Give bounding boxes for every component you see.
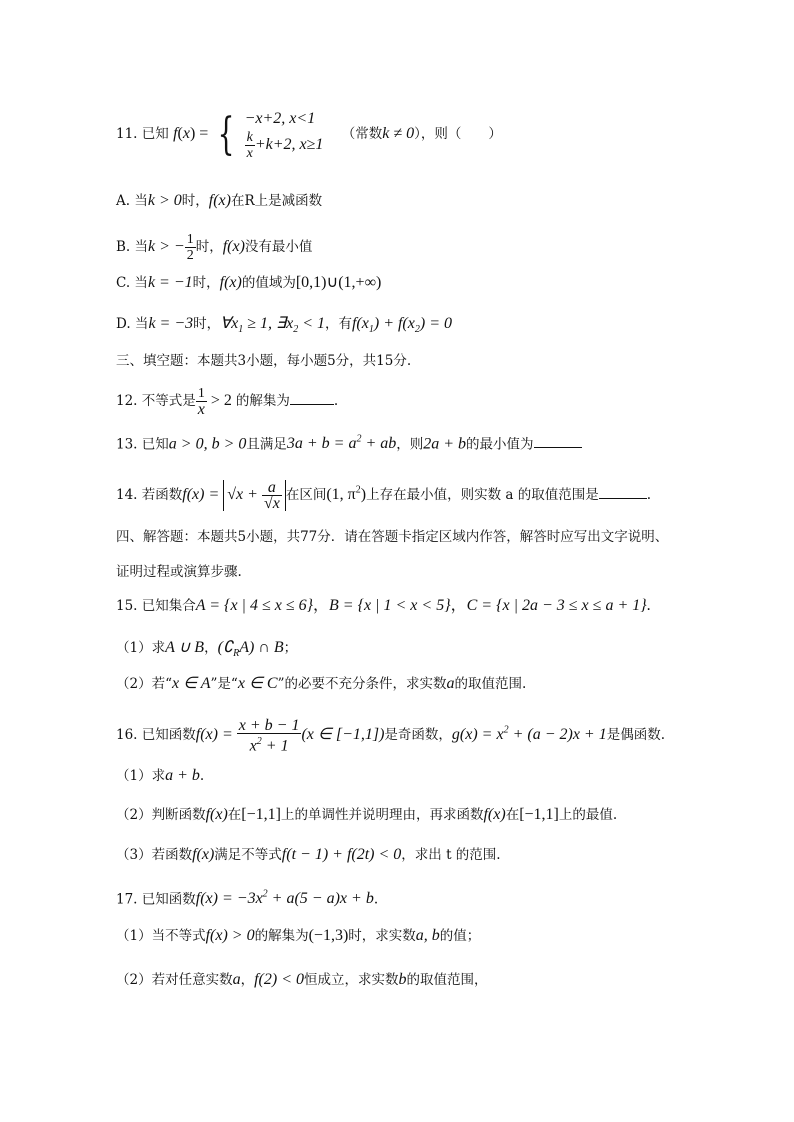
q16-part1: （1）求a + b. [116, 767, 205, 784]
q17-stem: 17. 已知函数$f(x) = -3x^2 + a(5 - a)x + b$. [116, 889, 379, 908]
q11-option-c: C. 当k = −1时，f(x)的值域为[0,1)∪(1,+∞) [116, 274, 382, 291]
q17-part2: （2）若对任意实数a，f(2) < 0恒成立，求实数b的取值范围， [116, 971, 488, 988]
q16-stem: 16. 已知函数f(x) = $\frac{x + b - 1}{x^2 + 1}$ (x ∈ [−1,1])是奇函数，$g(x) = x^2 + (a - 2)x + 1$是偶函数. [116, 717, 666, 755]
answer-blank[interactable] [534, 433, 582, 448]
q13: 13. 已知a > 0, b > 0且满足$3a + b = a^2$ + ab，则2a + b的最小值为 [116, 430, 734, 454]
answer-blank[interactable] [599, 484, 647, 499]
q15-part1: （1）求A ∪ B，$(∁_RA)$ ∩ B； [116, 639, 298, 660]
answer-blank[interactable] [290, 390, 334, 405]
q15-part2: （2）若“x ∈ A”是“x ∈ C”的必要不充分条件，求实数a的取值范围. [116, 675, 527, 692]
q15-stem: 15. 已知集合A = {x | 4 ≤ x ≤ 6}，B = {x | 1 < x < 5}，C = {x | 2a − 3 ≤ x ≤ a + 1}. [116, 597, 651, 614]
q11-option-d: D. 当k = −3时，$\forall x_1 \ge 1$, $\exists x_2 < 1$，有$f(x_1) + f(x_2) = 0$ [116, 315, 452, 336]
piecewise-cases: −x+2, x<1 $\frac{k}{x}$ +k+2, x≥1 [244, 110, 324, 161]
fraction-k-over-x: $\frac{k}{x}$ [246, 130, 253, 161]
q11-option-b: B. 当k > − $\frac{1}{2}$ 时，f(x)没有最小值 [116, 232, 313, 263]
q11-option-a: A. 当k > 0时，f(x)在R上是减函数 [116, 192, 323, 209]
piecewise-brace: { [217, 108, 235, 160]
absolute-value-expression: √x + $\frac{a}{√x}$ [223, 480, 286, 511]
q17-part1: （1）当不等式f(x) > 0的解集为(−1,3)时，求实数a, b的值； [116, 927, 481, 944]
q12: 12. 不等式是 $\frac{1}{x}$ > 2 的解集为 . [116, 386, 339, 418]
section4-heading: 四、解答题：本题共5小题，共77分．请在答题卡指定区域内作答，解答时应写出文字说明、 [116, 529, 669, 545]
q16-part2: （2）判断函数f(x)在[−1,1]上的单调性并说明理由，再求函数f(x)在[−1,1]上的最值. [116, 806, 618, 823]
section4-heading-cont: 证明过程或演算步骤. [116, 564, 242, 580]
q16-part3: （3）若函数f(x)满足不等式f(t − 1) + f(2t) < 0，求出 t 的范围. [116, 846, 501, 863]
q11-stem: 11. 已知 f(x) = { −x+2, x<1 $\frac{k}{x}$ +k+2, x≥1 （常数k ≠ 0），则（ ） [116, 108, 502, 161]
q14: 14. 若函数f(x) = √x + $\frac{a}{√x}$ 在区间(1, $\pi^2$)上存在最小值，则实数 a 的取值范围是 . [116, 479, 652, 512]
section3-heading: 三、填空题：本题共3小题，每小题5分，共15分. [116, 353, 412, 369]
